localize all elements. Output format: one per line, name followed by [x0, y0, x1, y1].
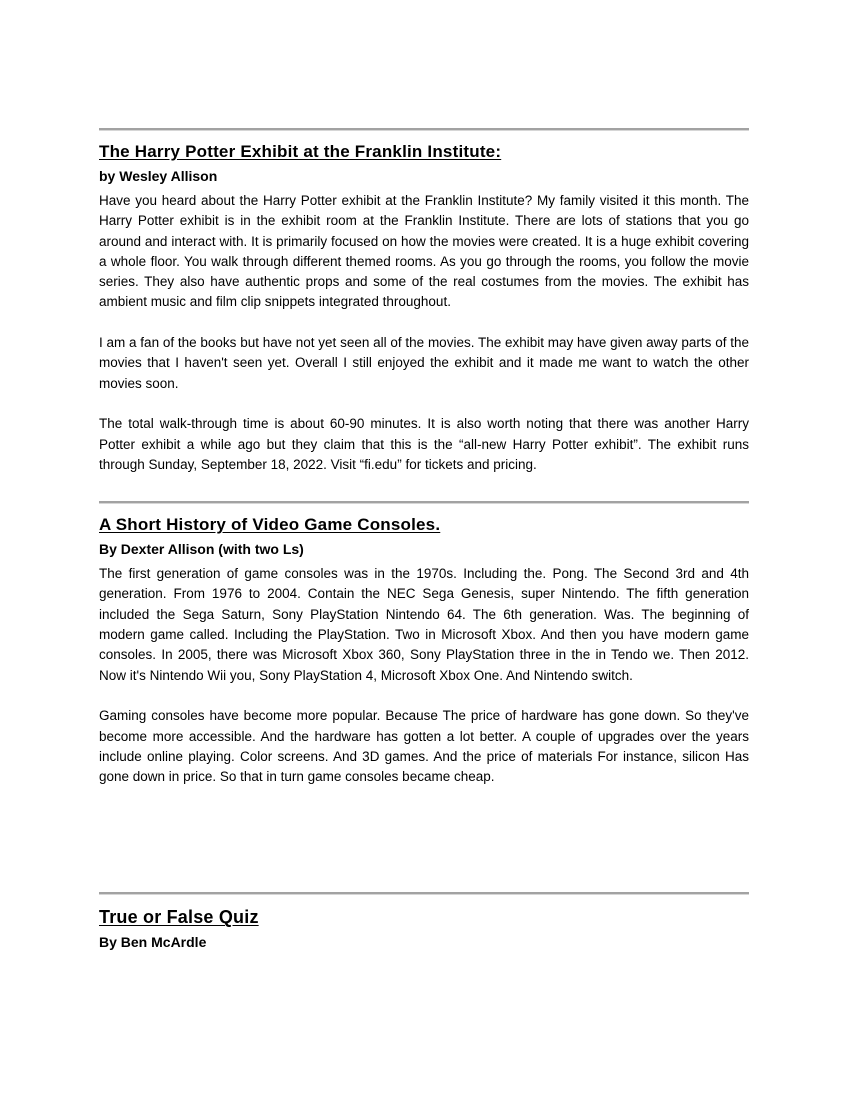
section-divider [99, 501, 749, 504]
article-video-game-consoles [99, 501, 749, 787]
section-divider [99, 892, 749, 895]
article-paragraph: I am a fan of the books but have not yet seen all of the movies. The exhibit may have given away parts of the movies that I haven't seen yet. Overall I still enjoyed the exhibit and it made me want to watch the other movies soon. [99, 335, 749, 391]
section-divider [99, 128, 749, 131]
article-title: True or False Quiz [99, 907, 259, 928]
article-byline: by Wesley Allison [99, 168, 218, 184]
article-paragraph: The first generation of game consoles was in the 1970s. Including the. Pong. The Second 3rd and 4th generation. From 1976 to 2004. Contain the NEC Sega Genesis, super Nintendo. The fifth generation included the Sega Saturn, Sony PlayStation Nintendo 64. The 6th generation. Was. The beginning of modern game called. Including the PlayStation. Two in Microsoft Xbox. And then you have modern game consoles. In 2005, there was Microsoft Xbox 360, Sony PlayStation three in the in Tendo we. Then 2012. Now it's Nintendo Wii you, Sony PlayStation 4, Microsoft Xbox One. And Nintendo switch. [99, 566, 749, 683]
article-title: The Harry Potter Exhibit at the Franklin Institute: [99, 142, 502, 161]
article-paragraph: Gaming consoles have become more popular. Because The price of hardware has gone down. So they've become more accessible. And the hardware has gotten a lot better. A couple of upgrades over the years include online playing. Color screens. And 3D games. And the price of materials For instance, silicon Has gone down in price. So that in turn game consoles became cheap. [99, 708, 749, 785]
article-title: A Short History of Video Game Consoles. [99, 515, 441, 535]
article-paragraph: The total walk-through time is about 60-90 minutes. It is also worth noting that there was another Harry Potter exhibit a while ago but they claim that this is the “all-new Harry Potter exhibit”. The exhibit runs through Sunday, September 18, 2022. Visit “fi.edu” for tickets and pricing. [99, 416, 749, 472]
article-harry-potter-exhibit [99, 128, 749, 475]
document-content [99, 128, 749, 952]
article-byline: By Ben McArdle [99, 934, 207, 951]
article-paragraph: Have you heard about the Harry Potter exhibit at the Franklin Institute? My family visited it this month. The Harry Potter exhibit is in the exhibit room at the Franklin Institute. There are lots of stations that you go around and interact with. It is primarily focused on how the movies were created. It is a huge exhibit covering a whole floor. You walk through different themed rooms. As you go through the rooms, you follow the movie series. They also have authentic props and some of the real costumes from the movies. The exhibit has ambient music and film clip snippets integrated throughout. [99, 193, 749, 310]
article-true-or-false-quiz [99, 892, 749, 952]
article-byline: By Dexter Allison (with two Ls) [99, 541, 304, 558]
